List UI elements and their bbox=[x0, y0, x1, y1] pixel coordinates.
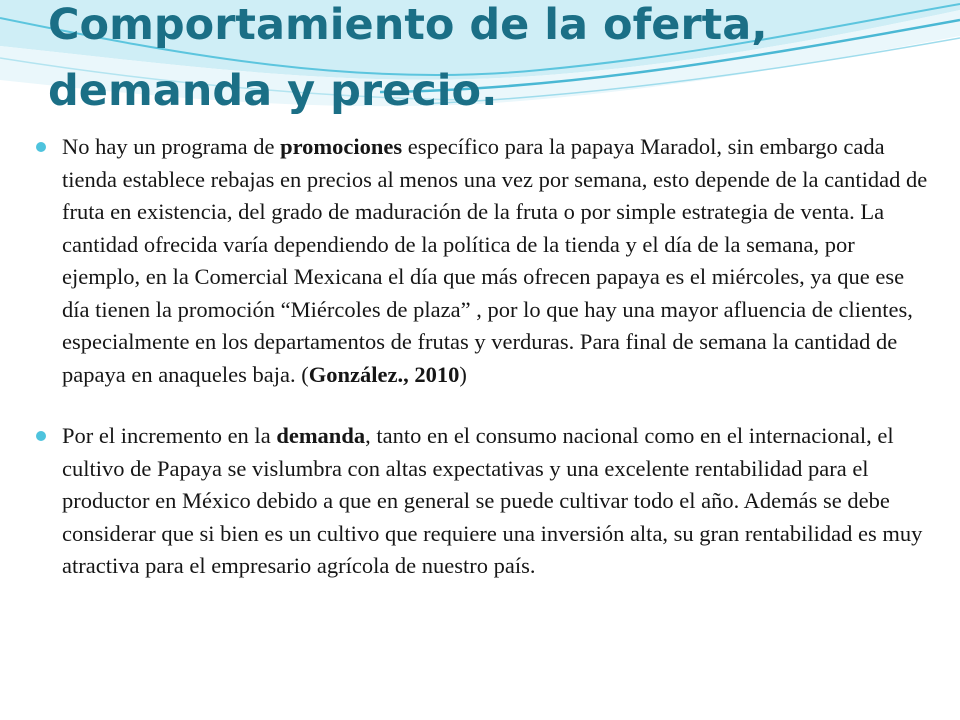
paragraph-text: Por el incremento en la bbox=[62, 423, 277, 448]
bullet-dot bbox=[36, 142, 46, 152]
bullet-paragraph-demanda bbox=[62, 420, 930, 583]
slide-body bbox=[62, 131, 930, 583]
bullet-paragraph-oferta bbox=[62, 131, 930, 391]
emphasis-demanda: demanda bbox=[276, 423, 366, 448]
slide-title: Comportamiento de la oferta, demanda y precio. bbox=[48, 0, 768, 116]
emphasis-promociones: promociones bbox=[280, 134, 403, 159]
paragraph-text: específico para la papaya Maradol, sin embargo cada tienda establece rebajas en precios al menos una vez por semana, esto depende de la cantidad de fruta en existencia, del grado de maduración de la fruta o por simple estrategia de venta. La cantidad ofrecida varía dependiendo de la política de la tienda y el día de la semana, por ejemplo, en la Comercial Mexicana el día que más ofrecen papaya es el miércoles, ya que ese día tienen la promoción “Miércoles de plaza” , por lo que hay una mayor afluencia de clientes, especialmente en los departamentos de frutas y verduras. Para final de semana la cantidad de papaya en anaqueles baja. ( bbox=[62, 134, 928, 387]
paragraph-text: , tanto en el consumo nacional como en el internacional, el cultivo de Papaya se vislumbra con altas expectativas y una excelente rentabilidad para el productor en México debido a que en general se puede cultivar todo el año. Además se debe considerar que si bien es un cultivo que requiere una inversión alta, su gran rentabilidad es muy atractiva para el empresario agrícola de nuestro país. bbox=[62, 423, 923, 578]
citation-author: González., 2010 bbox=[308, 361, 460, 387]
paragraph-text: ) bbox=[459, 361, 467, 387]
paragraph-text: No hay un programa de bbox=[62, 134, 281, 159]
bullet-dot bbox=[36, 431, 46, 441]
